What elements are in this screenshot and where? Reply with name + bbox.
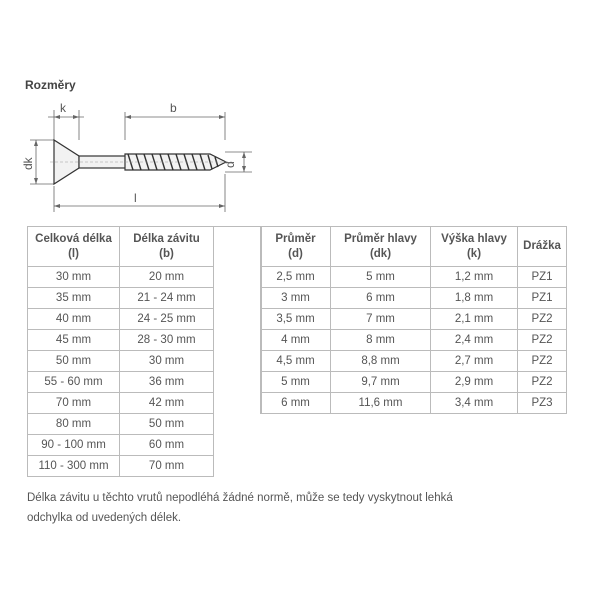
header-thread-length: Délka závitu (b) [120, 227, 214, 267]
header-diameter: Průměr (d) [261, 227, 331, 267]
table-row: 4 mm 8 mm 2,4 mm PZ2 [261, 330, 567, 351]
header-drive: Drážka [518, 227, 567, 267]
length-table [27, 226, 262, 477]
table-row: 80 mm 50 mm [28, 414, 262, 435]
label-k: k [60, 101, 66, 115]
table-row: 55 - 60 mm 36 mm [28, 372, 262, 393]
label-l: l [134, 191, 137, 205]
screw-dimension-diagram [20, 100, 260, 218]
table-row: 110 - 300 mm 70 mm [28, 456, 262, 477]
header-head-height: Výška hlavy (k) [431, 227, 518, 267]
table-row: 2,5 mm 5 mm 1,2 mm PZ1 [261, 267, 567, 288]
label-d: d [223, 161, 237, 168]
table-row: 40 mm 24 - 25 mm [28, 309, 262, 330]
table-row: 3,5 mm 7 mm 2,1 mm PZ2 [261, 309, 567, 330]
table-row: 45 mm 28 - 30 mm [28, 330, 262, 351]
tolerance-note: Délka závitu u těchto vrutů nepodléhá žádné normě, může se tedy vyskytnout lehká odchylka od uvedených délek. [27, 492, 453, 524]
table-row: 35 mm 21 - 24 mm [28, 288, 262, 309]
table-row: 90 - 100 mm 60 mm [28, 435, 262, 456]
table-row: 4,5 mm 8,8 mm 2,7 mm PZ2 [261, 351, 567, 372]
header-total-length: Celková délka (l) [28, 227, 120, 267]
empty-column [214, 227, 262, 414]
section-title: Rozměry [25, 78, 76, 92]
label-dk: dk [21, 157, 35, 170]
table-row: 50 mm 30 mm [28, 351, 262, 372]
header-head-diameter: Průměr hlavy (dk) [331, 227, 431, 267]
table-row: 3 mm 6 mm 1,8 mm PZ1 [261, 288, 567, 309]
diameter-table [260, 226, 567, 414]
table-row: 6 mm 11,6 mm 3,4 mm PZ3 [261, 393, 567, 414]
table-row: 70 mm 42 mm [28, 393, 262, 414]
label-b: b [170, 101, 177, 115]
table-row: 5 mm 9,7 mm 2,9 mm PZ2 [261, 372, 567, 393]
table-row: 30 mm 20 mm [28, 267, 262, 288]
